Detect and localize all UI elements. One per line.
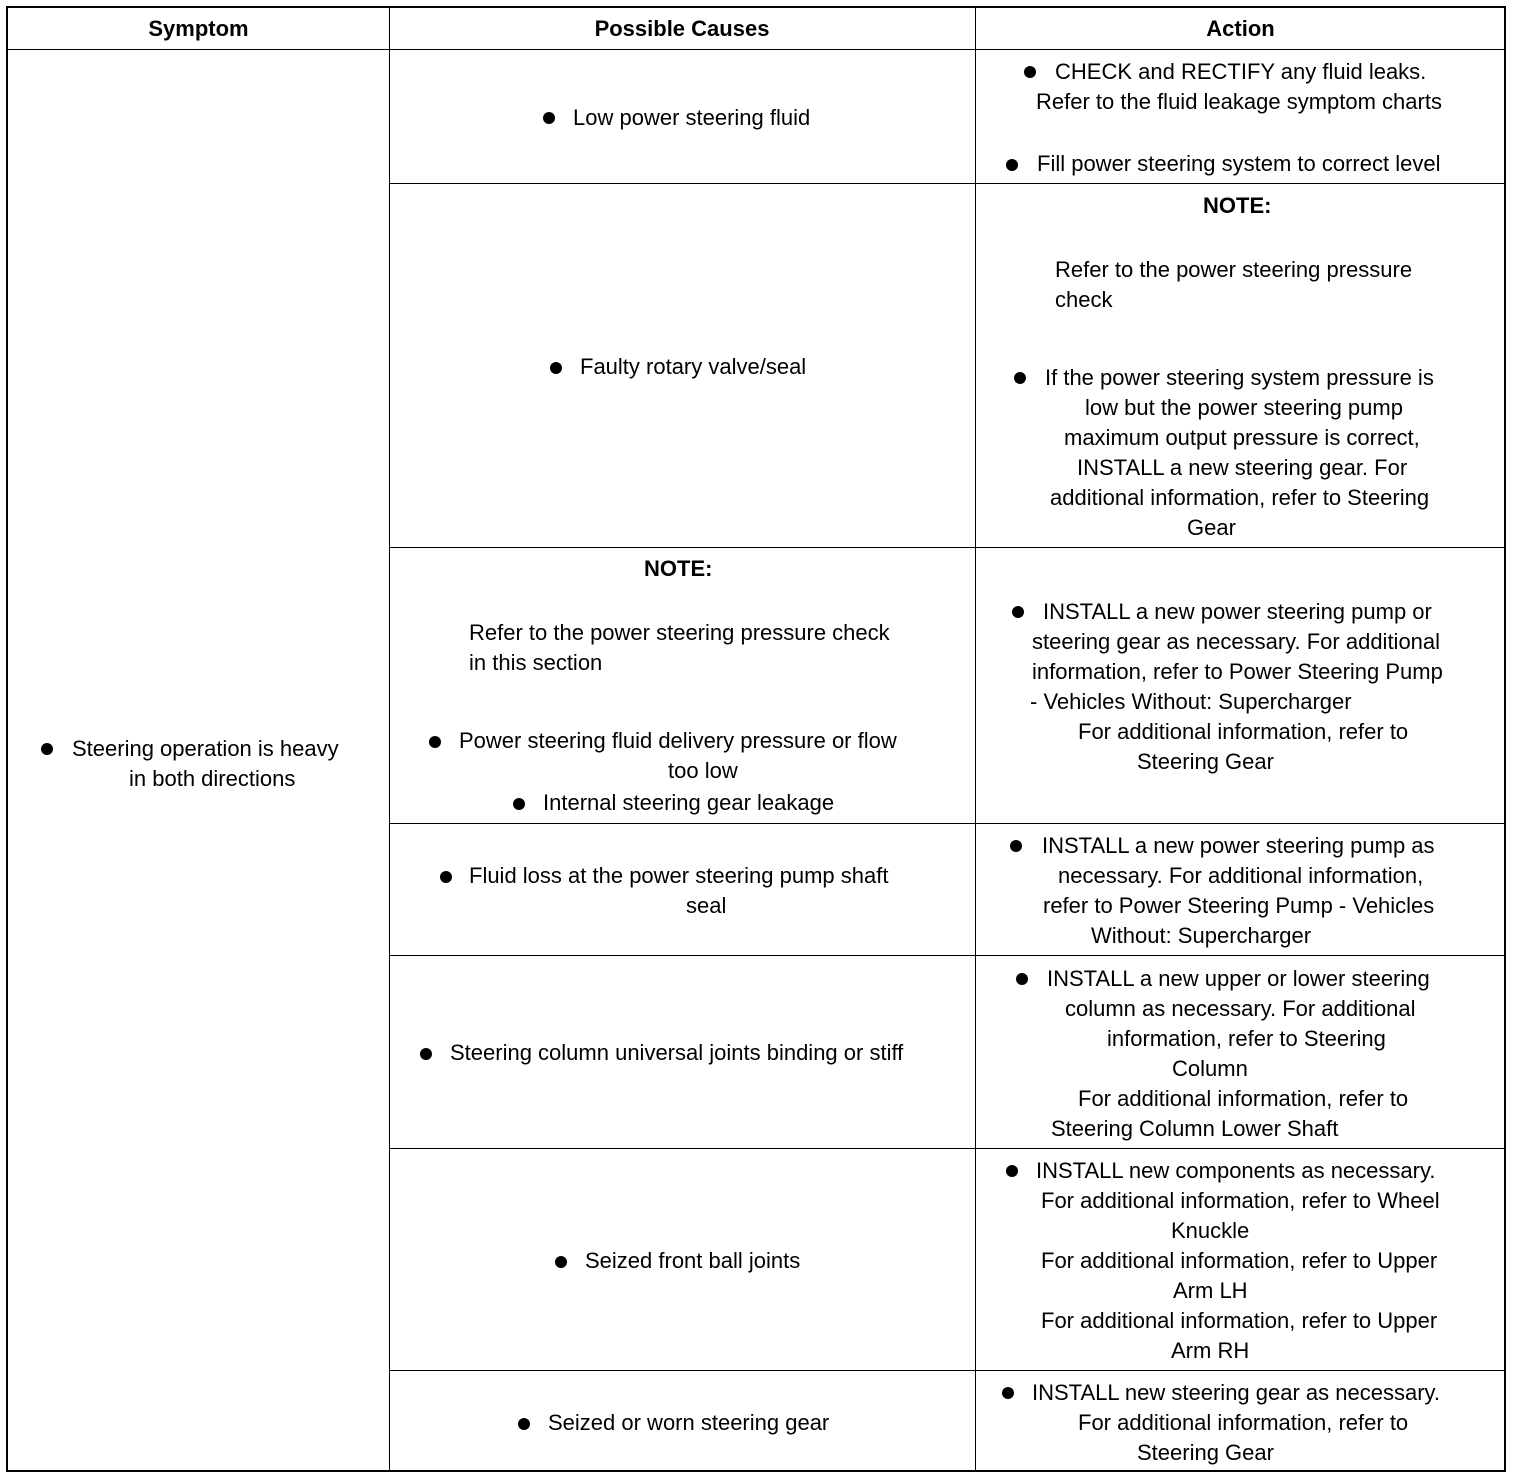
bullet-icon [543,112,555,124]
action-text: For additional information, refer to [1078,1410,1409,1435]
symptom-text: in both directions [129,766,296,791]
cause-text: Seized front ball joints [585,1248,801,1273]
action-text: column as necessary. For additional [1065,996,1416,1021]
bullet-icon [1010,840,1022,852]
bullet-icon [1024,66,1036,78]
action-text: Knuckle [1171,1218,1250,1243]
action-text: For additional information, refer to Upper [1041,1308,1438,1333]
bullet-icon [1016,973,1028,985]
cause-text: seal [686,893,727,918]
action-text: information, refer to Steering [1107,1026,1386,1051]
action-text: necessary. For additional information, [1058,863,1424,888]
bullet-icon [1002,1387,1014,1399]
action-text: INSTALL new components as necessary. [1036,1158,1436,1183]
action-text: Steering Gear [1137,749,1274,774]
action-text: Arm LH [1173,1278,1248,1303]
bullet-icon [1006,159,1018,171]
action-text: CHECK and RECTIFY any fluid leaks. [1055,59,1427,84]
action-text: low but the power steering pump [1085,395,1403,420]
action-text: Without: Supercharger [1091,923,1312,948]
bullet-icon [555,1256,567,1268]
bullet-icon [1012,606,1024,618]
header-possible-causes: Possible Causes [594,16,770,41]
cause-text: Low power steering fluid [573,105,811,130]
action-text: INSTALL a new steering gear. For [1077,455,1408,480]
cause-text: too low [668,758,738,783]
bullet-icon [550,362,562,374]
note-text: check [1055,287,1113,312]
action-text: Refer to the fluid leakage symptom charts [1036,89,1442,114]
cause-text: Faulty rotary valve/seal [580,354,807,379]
cause-text: Steering column universal joints binding or stiff [450,1040,904,1065]
bullet-icon [1006,1165,1018,1177]
action-text: steering gear as necessary. For additional [1032,629,1441,654]
action-cell [975,8,1506,1470]
note-text: Refer to the power steering pressure check [469,620,890,645]
action-text: Arm RH [1171,1338,1250,1363]
symptom-cell [8,8,389,1470]
header-action: Action [1206,16,1275,41]
action-text: - Vehicles Without: Supercharger [1030,689,1352,714]
action-text: If the power steering system pressure is [1045,365,1434,390]
header-symptom: Symptom [148,16,249,41]
action-text: additional information, refer to Steering [1050,485,1430,510]
note-text: in this section [469,650,603,675]
action-text: INSTALL new steering gear as necessary. [1032,1380,1441,1405]
action-text: For additional information, refer to Wheel [1041,1188,1440,1213]
bullet-icon [41,743,53,755]
cause-text: Seized or worn steering gear [548,1410,830,1435]
note-text: Refer to the power steering pressure [1055,257,1413,282]
action-text: Fill power steering system to correct level [1037,151,1441,176]
bullet-icon [440,871,452,883]
cause-text: Fluid loss at the power steering pump shaft [469,863,889,888]
symptom-text: Steering operation is heavy [72,736,339,761]
bullet-icon [1014,372,1026,384]
action-text: INSTALL a new power steering pump or [1043,599,1432,624]
symptom-table [6,6,1506,1472]
action-text: For additional information, refer to [1078,1086,1409,1111]
bullet-icon [429,736,441,748]
note-label: NOTE: [1203,193,1272,218]
bullet-icon [513,798,525,810]
action-text: INSTALL a new upper or lower steering [1047,966,1430,991]
action-text: Column [1172,1056,1248,1081]
action-text: Gear [1187,515,1236,540]
action-text: Steering Gear [1137,1440,1274,1465]
cause-text: Power steering fluid delivery pressure or flow [459,728,897,753]
action-text: refer to Power Steering Pump - Vehicles [1043,893,1435,918]
action-text: INSTALL a new power steering pump as [1042,833,1435,858]
note-label: NOTE: [644,556,713,581]
cause-text: Internal steering gear leakage [543,790,835,815]
action-text: information, refer to Power Steering Pump [1032,659,1443,684]
action-text: Steering Column Lower Shaft [1051,1116,1339,1141]
action-text: For additional information, refer to [1078,719,1409,744]
bullet-icon [420,1048,432,1060]
bullet-icon [518,1418,530,1430]
cause-cell [389,8,975,1470]
action-text: maximum output pressure is correct, [1064,425,1420,450]
action-text: For additional information, refer to Upper [1041,1248,1438,1273]
